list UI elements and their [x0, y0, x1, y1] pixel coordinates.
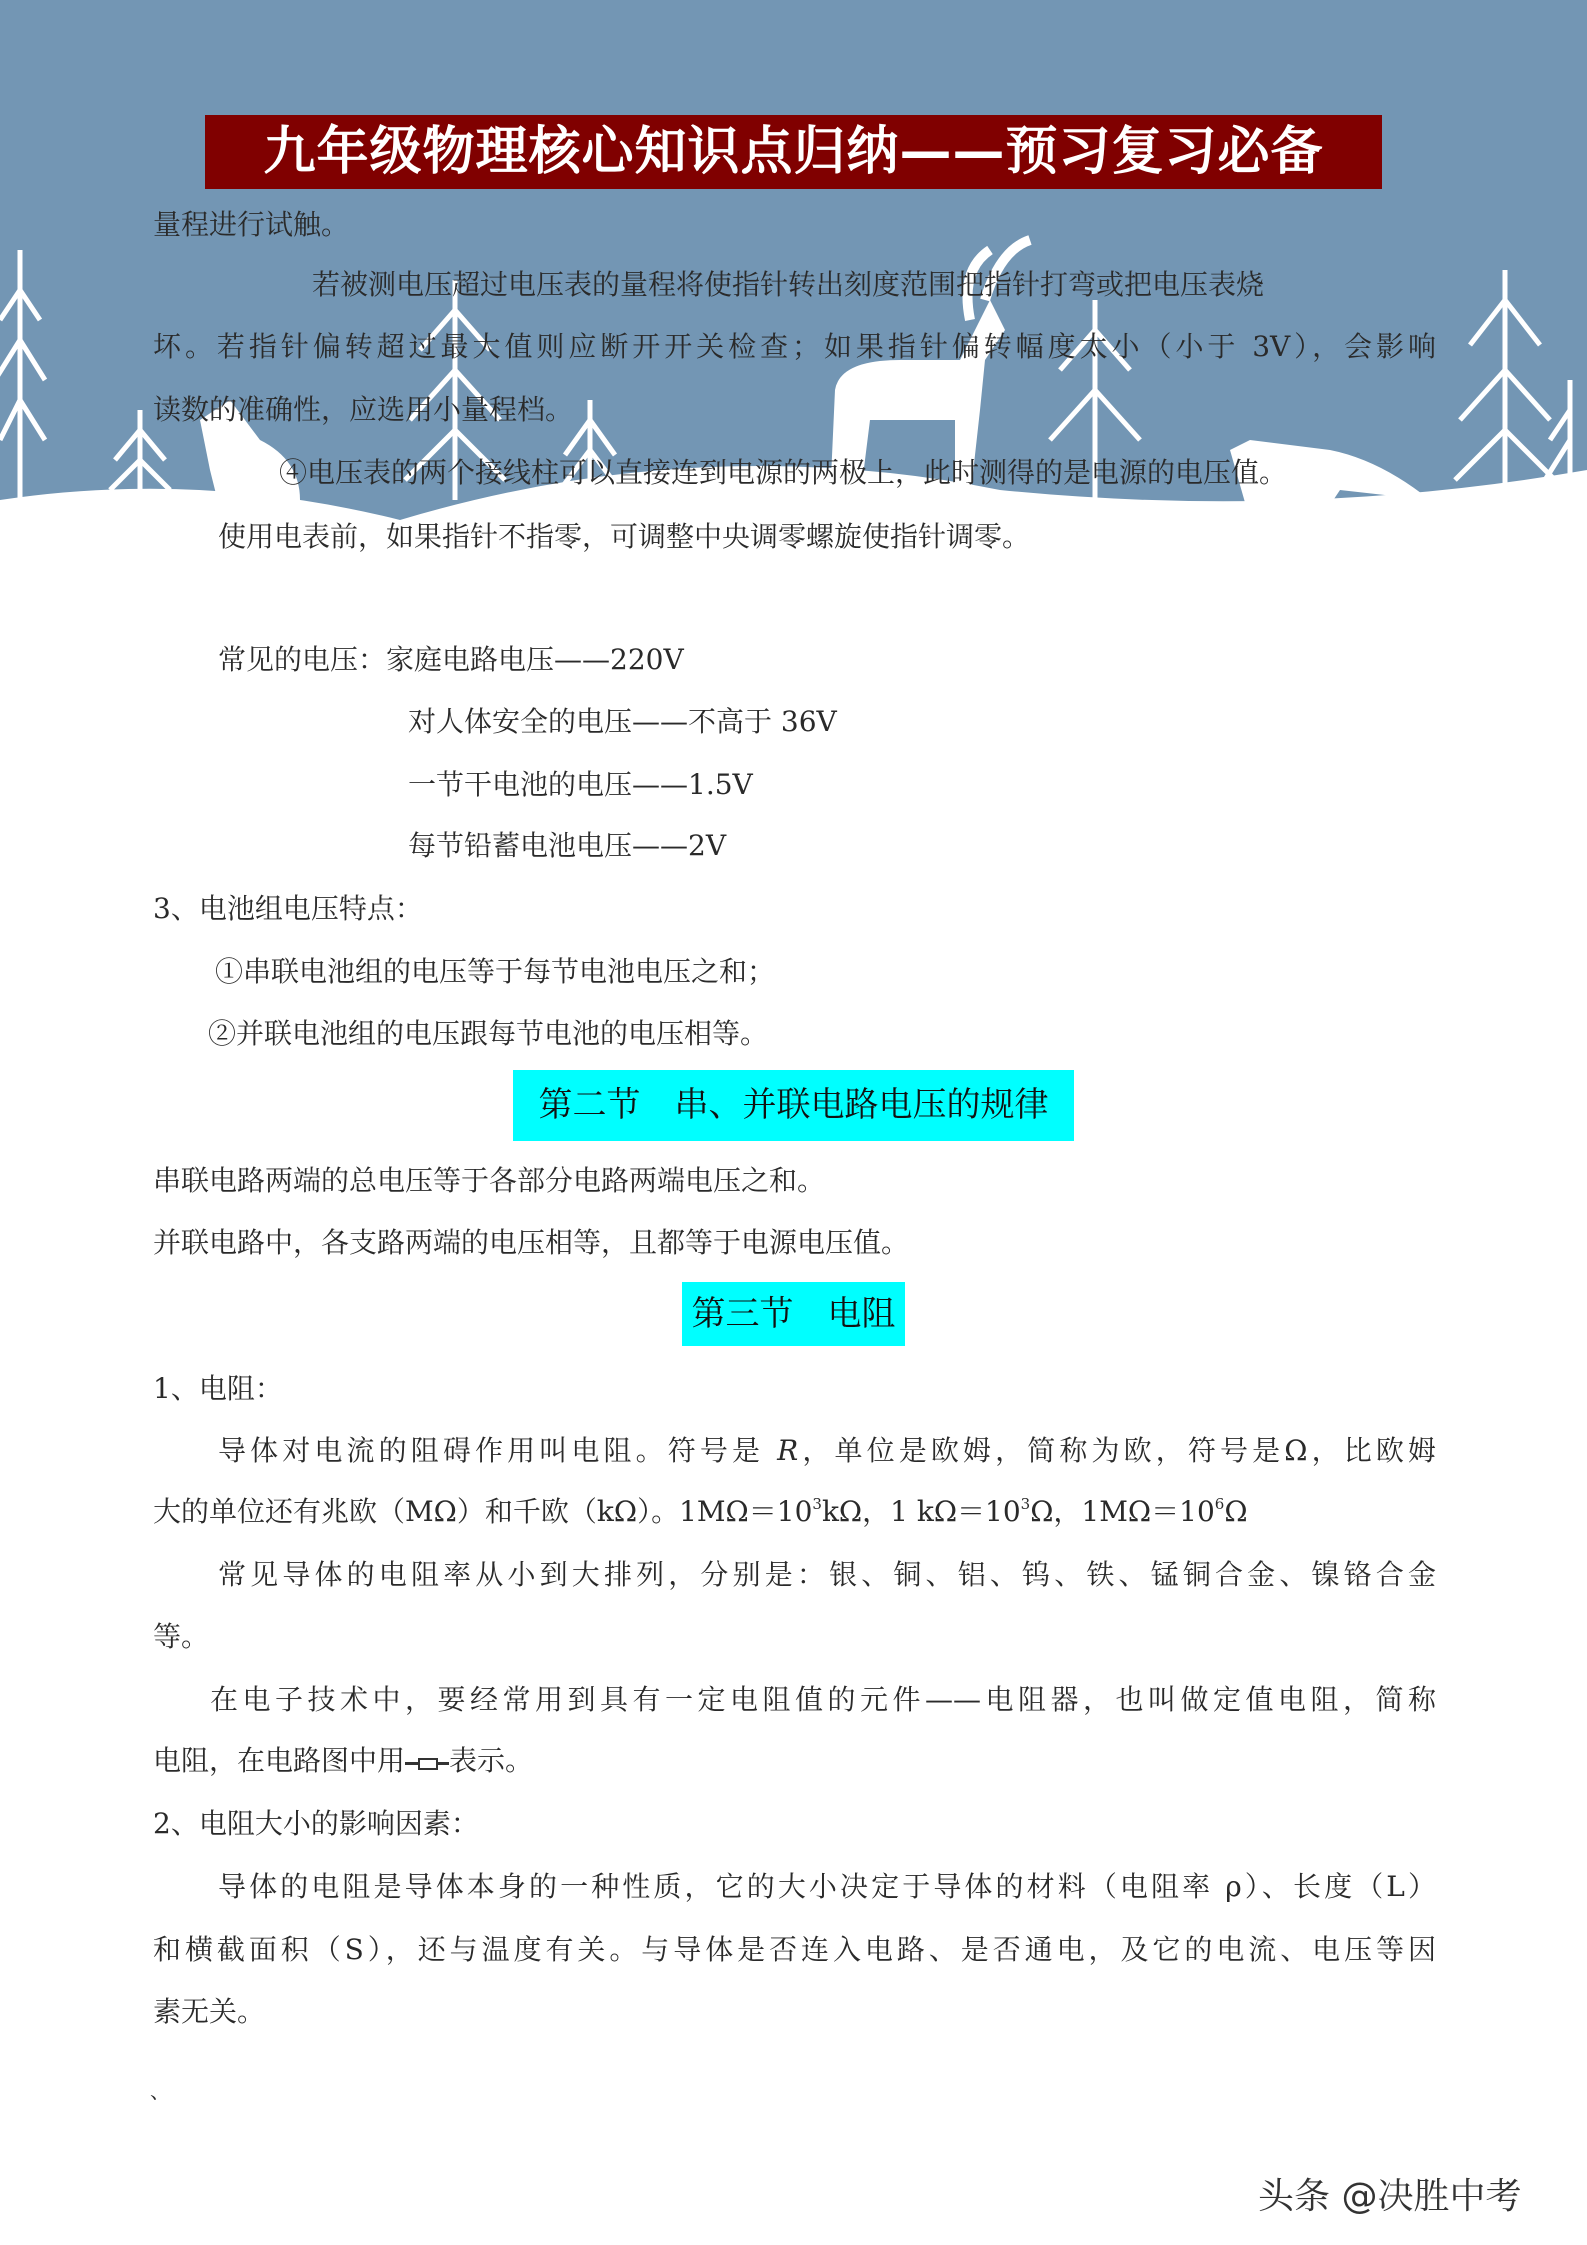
text-span: 大的单位还有兆欧（MΩ）和千欧（kΩ）。1MΩ＝10	[153, 1495, 813, 1528]
text-span: 导体对电流的阻碍作用叫电阻。符号是	[218, 1434, 778, 1467]
text-line: 串联电路两端的总电压等于各部分电路两端电压之和。	[153, 1164, 826, 1197]
text-span: Ω，1MΩ＝10	[1030, 1495, 1215, 1528]
text-line: 3、电池组电压特点：	[153, 892, 423, 925]
text-span: 表示。	[449, 1744, 534, 1777]
text-line: 读数的准确性，应选用小量程档。	[153, 393, 574, 426]
page-title: 九年级物理核心知识点归纳——预习复习必备	[205, 115, 1382, 189]
superscript: 3	[1020, 1495, 1031, 1513]
text-line: 在电子技术中，要经常用到具有一定电阻值的元件——电阻器，也叫做定值电阻，简称	[210, 1683, 1436, 1716]
text-line: ④电压表的两个接线柱可以直接连到电源的两极上，此时测得的是电源的电压值。	[279, 456, 1288, 489]
text-line: ①串联电池组的电压等于每节电池电压之和；	[215, 955, 776, 988]
text-span: kΩ，1 kΩ＝10	[821, 1495, 1021, 1528]
text-line: 2、电阻大小的影响因素：	[153, 1807, 479, 1840]
watermark: 头条 @决胜中考	[1258, 2176, 1522, 2217]
text-line: 和横截面积（S），还与温度有关。与导体是否连入电路、是否通电，及它的电流、电压等因	[153, 1933, 1436, 1966]
superscript: 6	[1214, 1495, 1225, 1513]
text-line: 使用电表前，如果指针不指零，可调整中央调零螺旋使指针调零。	[218, 520, 1031, 553]
text-line: 对人体安全的电压——不高于 36V	[408, 705, 837, 738]
section-heading-2: 第二节 串、并联电路电压的规律	[513, 1070, 1074, 1141]
text-line: 并联电路中，各支路两端的电压相等，且都等于电源电压值。	[153, 1226, 910, 1259]
superscript: 3	[812, 1495, 822, 1513]
text-line	[218, 1433, 1436, 1469]
text-line: ②并联电池组的电压跟每节电池的电压相等。	[208, 1017, 769, 1050]
text-line: 导体的电阻是导体本身的一种性质，它的大小决定于导体的材料（电阻率 ρ）、长度（L）	[218, 1870, 1436, 1903]
text-line	[153, 1743, 533, 1779]
text-span: ，单位是欧姆，简称为欧，符号是Ω，比欧姆	[798, 1434, 1436, 1467]
text-line: 1、电阻：	[153, 1372, 283, 1405]
text-span: 电阻，在电路图中用	[153, 1744, 406, 1777]
text-line: 每节铅蓄电池电压——2V	[408, 829, 727, 862]
symbol-r: R	[777, 1434, 799, 1467]
text-line: 若被测电压超过电压表的量程将使指针转出刻度范围把指针打弯或把电压表烧	[312, 268, 1265, 301]
text-span: Ω	[1224, 1495, 1248, 1528]
text-line: 、	[150, 2079, 170, 2103]
resistor-symbol-icon	[405, 1756, 449, 1770]
text-line: 一节干电池的电压——1.5V	[408, 768, 753, 801]
text-line: 坏。若指针偏转超过最大值则应断开开关检查；如果指针偏转幅度太小（小于 3V），会影响	[153, 330, 1436, 363]
text-line	[153, 1494, 1248, 1530]
text-line: 量程进行试触。	[153, 208, 350, 241]
text-line: 等。	[153, 1620, 210, 1653]
text-line: 常见的电压：家庭电路电压——220V	[218, 643, 684, 676]
section-heading-3: 第三节 电阻	[682, 1282, 905, 1346]
text-line: 常见导体的电阻率从小到大排列，分别是：银、铜、铝、钨、铁、锰铜合金、镍铬合金	[218, 1558, 1436, 1591]
text-line: 素无关。	[153, 1995, 266, 2028]
